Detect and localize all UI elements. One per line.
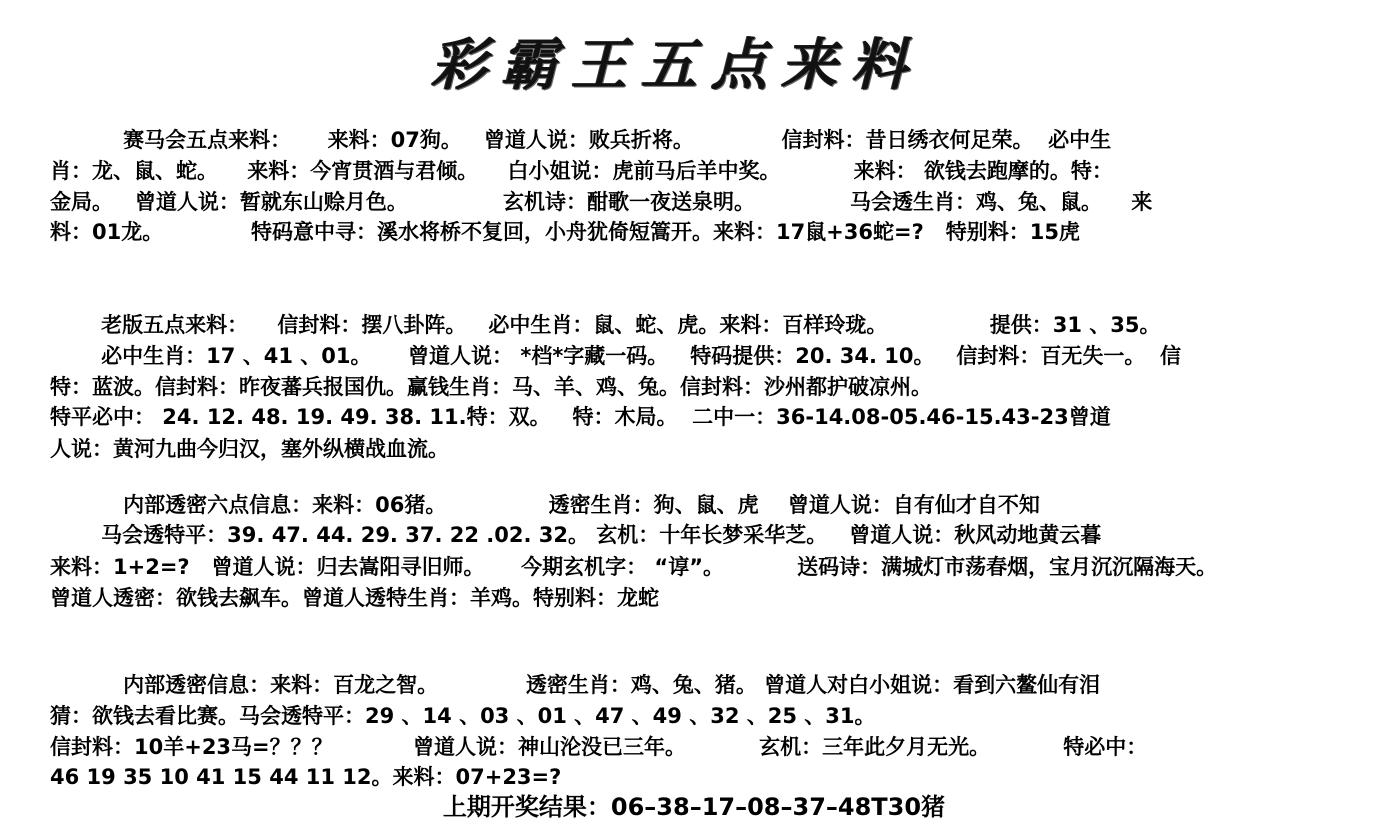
- section-4-line-4: 46 19 35 10 41 15 44 11 12。来料：07+23=?: [50, 765, 562, 789]
- section-2-line-4: 特平必中： 24. 12. 48. 19. 49. 38. 11.特：双。 特：木局。 二中一：36-14.08-05.46-15.43-23曾道: [50, 405, 1111, 429]
- section-3-line-1: 内部透密六点信息：来料：06猪。 透密生肖：狗、鼠、虎 曾道人说：自有仙才自不知: [50, 493, 1040, 517]
- section-3-line-3: 来料：1+2=? 曾道人说：归去嵩阳寻旧师。 今期玄机字： “谆”。 送码诗：满城灯市荡春烟，宝月沉沉隔海天。: [50, 555, 1218, 579]
- section-1-line-1: 赛马会五点来料： 来料：07狗。 曾道人说：败兵折将。 信封料：昔日绣衣何足荣。 必中生: [50, 128, 1112, 152]
- section-1-line-2: 肖：龙、鼠、蛇。 来料：今宵贯酒与君倾。 白小姐说：虎前马后羊中奖。 来料： 欲钱去跑摩的。特：: [50, 159, 1113, 183]
- section-2-line-5: 人说：黄河九曲今归汉，塞外纵横战血流。: [50, 437, 449, 461]
- section-3-line-2: 马会透特平：39. 47. 44. 29. 37. 22 .02. 32。 玄机：十年长梦采华芝。 曾道人说：秋风动地黄云暮: [50, 523, 1102, 547]
- section-1-line-4: 料：01龙。 特码意中寻：溪水将桥不复回，小舟犹倚短篙开。来料：17鼠+36蛇=? 特别料：15虎: [50, 220, 1080, 244]
- page-title: 彩霸王五点来料: [431, 32, 921, 98]
- last-draw-result: 上期开奖结果：06–38–17–08–37–48T30猪: [442, 793, 946, 821]
- section-4-line-1: 内部透密信息：来料：百龙之智。 透密生肖：鸡、兔、猪。 曾道人对白小姐说：看到六鳌仙有泪: [50, 673, 1101, 697]
- section-3-line-4: 曾道人透密：欲钱去飙车。曾道人透特生肖：羊鸡。特别料：龙蛇: [50, 586, 659, 610]
- section-4-line-3: 信封料：10羊+23马=？？？ 曾道人说：神山沦没已三年。 玄机：三年此夕月无光。 特必中：: [50, 735, 1148, 759]
- section-2-line-2: 必中生肖：17 、41 、01。 曾道人说： *档*字藏一码。 特码提供：20. 34. 10。 信封料：百无失一。 信: [50, 344, 1182, 368]
- section-4-line-2: 猜：欲钱去看比赛。马会透特平：29 、14 、03 、01 、47 、49 、32 、25 、31。: [50, 704, 876, 728]
- section-1-line-3: 金局。 曾道人说：暂就东山赊月色。 玄机诗：酣歌一夜送泉明。 马会透生肖：鸡、兔、鼠。 来: [50, 190, 1153, 214]
- section-2-line-1: 老版五点来料： 信封料：摆八卦阵。 必中生肖：鼠、蛇、虎。来料：百样玲珑。 提供：31 、35。: [50, 313, 1161, 337]
- section-2-line-3: 特：蓝波。信封料：昨夜蕃兵报国仇。赢钱生肖：马、羊、鸡、兔。信封料：沙州都护破凉州。: [50, 375, 932, 399]
